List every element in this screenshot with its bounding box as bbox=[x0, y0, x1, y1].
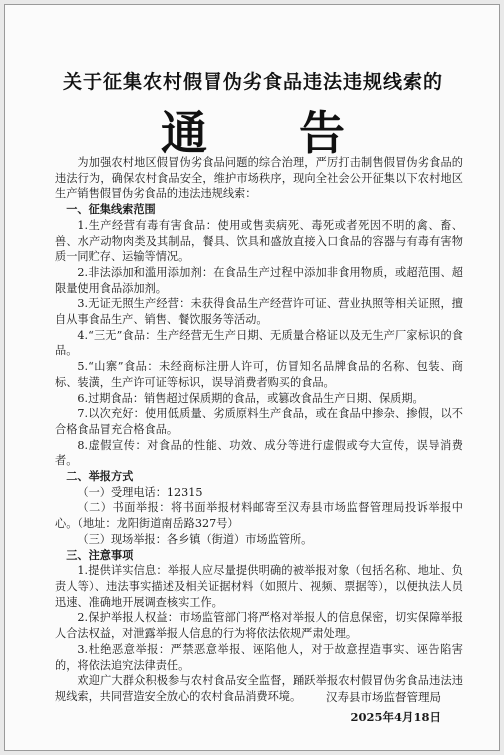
notice-title: 关于征集农村假冒伪劣食品违法违规线索的 bbox=[62, 71, 443, 93]
notice-body bbox=[55, 155, 463, 705]
note-item: 2.保护举报人权益：市场监管部门将严格对举报人的信息保密，切实保障举报人合法权益，对泄露举报人信息的行为将依法依规严肃处理。 bbox=[55, 611, 463, 641]
report-method: （三）现场举报：各乡镇（街道）市场监管所。 bbox=[77, 532, 313, 546]
scope-item: 1.生产经营有毒有害食品：使用或售卖病死、毒死或者死因不明的禽、畜、兽、水产动物肉类及其制品，餐具、饮具和盛放直接入口食品的容器与有毒有害物质一同贮存、运输等情况。 bbox=[55, 218, 463, 264]
notice-heading: 通 告 bbox=[160, 106, 383, 160]
intro-paragraph: 为加强农村地区假冒伪劣食品问题的综合治理，严厉打击制售假冒伪劣食品的违法行为，确保农村食品安全，维护市场秩序，现向全社会公开征集以下农村地区生产销售假冒伪劣食品的违法违规线索： bbox=[55, 156, 463, 201]
signature-block bbox=[326, 687, 441, 727]
scope-item: 6.过期食品：销售超过保质期的食品，或篡改食品生产日期、保质期。 bbox=[77, 391, 424, 405]
scope-item: 2.非法添加和滥用添加剂：在食品生产过程中添加非食用物质，或超范围、超限量使用食品添加剂。 bbox=[55, 265, 463, 295]
note-item: 3.杜绝恶意举报：严禁恶意举报、诬陷他人，对于故意捏造事实、诬告陷害的，将依法追究法律责任。 bbox=[55, 642, 463, 672]
scope-item: 4.“三无”食品：生产经营无生产日期、无质量合格证以及无生产厂家标识的食品。 bbox=[55, 328, 463, 358]
scope-item: 3.无证无照生产经营：未获得食品生产经营许可证、营业执照等相关证照，擅自从事食品生产、销售、餐饮服务等活动。 bbox=[55, 297, 463, 327]
section-title-notes: 三、注意事项 bbox=[66, 547, 134, 562]
issue-date: 2025年4月18日 bbox=[350, 710, 441, 724]
section-title-scope: 一、征集线索范围 bbox=[66, 202, 156, 217]
note-item: 1.提供详实信息：举报人应尽量提供明确的被举报对象（包括名称、地址、负责人等）、违法事实描述及相关证据材料（如照片、视频、票据等），以便执法人员迅速、准确地开展调查核实工作。 bbox=[55, 564, 463, 609]
notice-board bbox=[4, 4, 500, 751]
section-title-report: 二、举报方式 bbox=[66, 469, 134, 484]
scope-item: 7.以次充好：使用低质量、劣质原料生产食品，或在食品中掺杂、掺假，以不合格食品冒充合格食品。 bbox=[55, 407, 463, 436]
closing-paragraph: 欢迎广大群众积极参与农村食品安全监督，踊跃举报农村假冒伪劣食品违法违规线索，共同营造安全放心的农村食品消费环境。 bbox=[55, 674, 463, 703]
issuer-name: 汉寿县市场监督管理局 bbox=[326, 690, 441, 704]
scope-item: 8.虚假宣传：对食品的性能、功效、成分等进行虚假或夸大宣传，误导消费者。 bbox=[55, 438, 463, 468]
scope-item: 5.“山寨”食品：未经商标注册人许可，仿冒知名品牌食品的名称、包装、商标、装潢，生产许可证等标识，误导消费者购买的食品。 bbox=[55, 360, 463, 389]
report-method: （一）受理电话：12315 bbox=[77, 485, 203, 499]
report-method: （二）书面举报：将书面举报材料邮寄至汉寿县市场监督管理局投诉举报中心。（地址：龙阳街道南岳路327号） bbox=[55, 501, 463, 531]
